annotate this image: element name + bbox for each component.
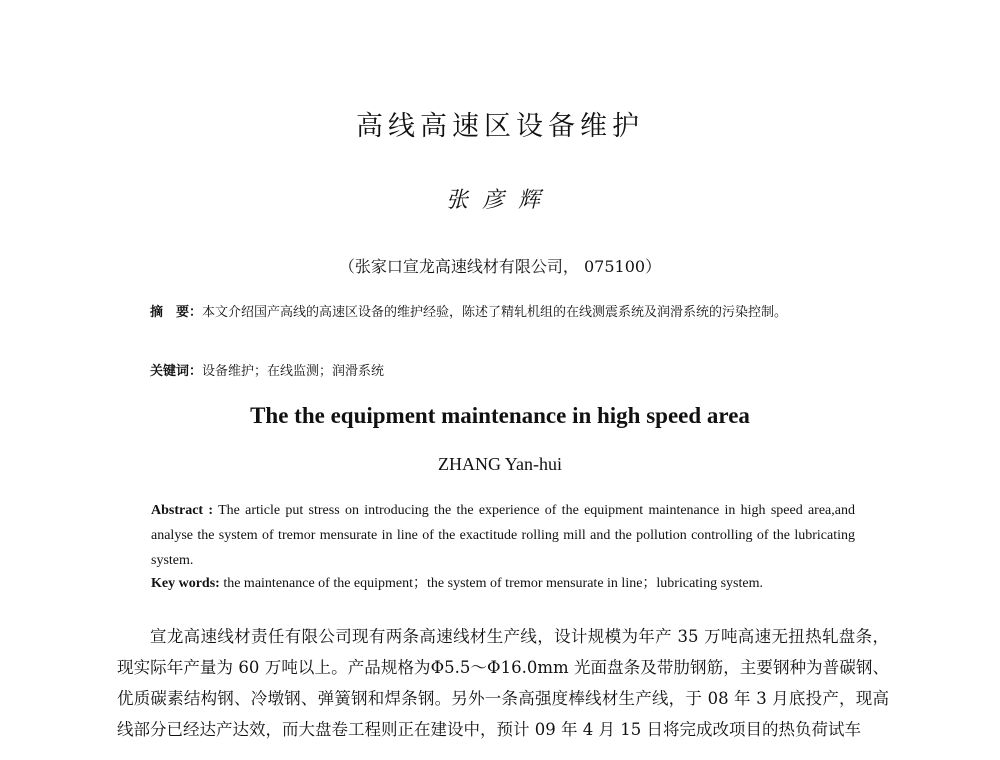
chinese-abstract-text: 本文介绍国产高线的高速区设备的维护经验，陈述了精轧机组的在线测震系统及润滑系统的污染控制。 xyxy=(202,305,788,320)
english-author: ZHANG Yan-hui xyxy=(437,454,562,474)
chinese-author: 张彦辉 xyxy=(445,188,554,213)
english-keywords-text: the maintenance of the equipment；the system of tremor mensurate in line；lubricating system. xyxy=(219,576,763,591)
english-abstract-label: Abstract : xyxy=(151,503,214,518)
english-keywords-label: Key words: xyxy=(151,576,220,591)
chinese-affiliation: （张家口宣龙高速线材有限公司， 075100） xyxy=(338,257,662,276)
english-abstract xyxy=(151,498,855,573)
chinese-keywords-text: 设备维护；在线监测；润滑系统 xyxy=(202,364,385,379)
body-paragraph: 宣龙高速线材责任有限公司现有两条高速线材生产线，设计规模为年产 35 万吨高速无扭热轧盘条，现实际年产量为 60 万吨以上。产品规格为Φ5.5～Φ16.0mm 光面盘条及带肋钢筋，主要钢种为普碳钢、优质碳素结构钢、冷墩钢、弹簧钢和焊条钢。另外一条高强度棒线材生产线，于 08 年 3 月底投产，现高线部分已经达产达效，而大盘卷工程则正在建设中，预计 09 年 4 月 15 日将完成改项目的热负荷试车 xyxy=(117,627,889,739)
english-abstract-text: The article put stress on introducing the the experience of the equipment maintenance in high speed area,and analyse the system of tremor mensurate in line of the exactitude rolling mill and the pollution controlling of the lubricating system. xyxy=(151,503,855,568)
chinese-keywords-label: 关键词： xyxy=(150,364,203,379)
chinese-abstract xyxy=(150,300,855,325)
english-keywords xyxy=(151,573,855,595)
chinese-keywords xyxy=(150,361,855,383)
chinese-abstract-label: 摘 要： xyxy=(150,305,203,320)
chinese-title: 高线高速区设备维护 xyxy=(356,111,644,142)
english-title: The the equipment maintenance in high speed area xyxy=(250,403,750,428)
